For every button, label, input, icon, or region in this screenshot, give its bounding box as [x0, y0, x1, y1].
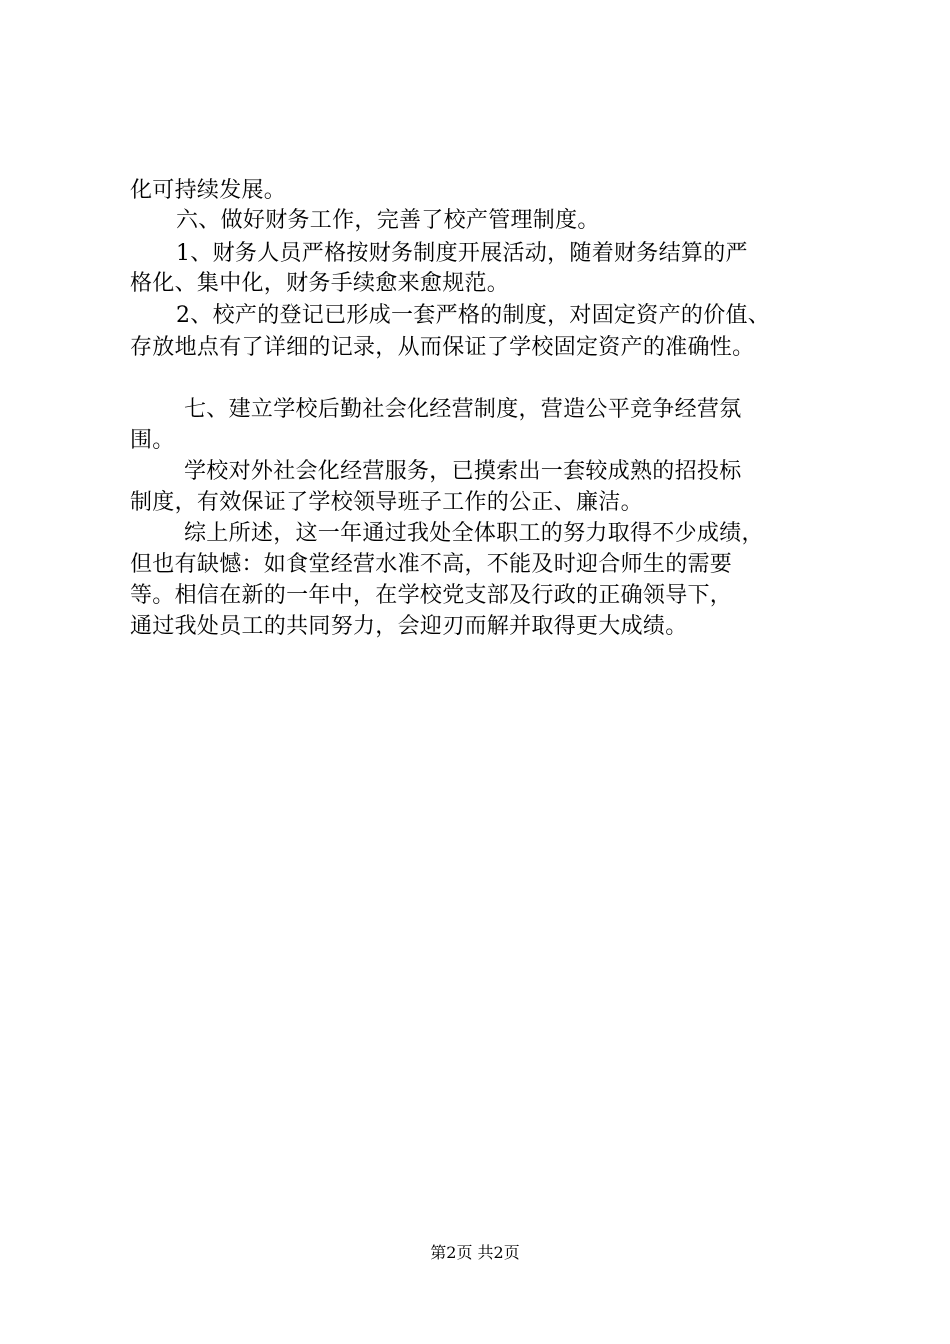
text-line: 综上所述，这一年通过我处全体职工的努力取得不少成绩， [184, 521, 764, 546]
text-line: 围。 [130, 428, 175, 453]
text-line: 制度，有效保证了学校领导班子工作的公正、廉洁。 [130, 490, 643, 515]
text-line: 2、校产的登记已形成一套严格的制度，对固定资产的价值、 [176, 303, 771, 328]
section-heading-7: 七、建立学校后勤社会化经营制度，营造公平竞争经营氛 [184, 397, 742, 422]
section-heading-6: 六、做好财务工作，完善了校产管理制度。 [176, 208, 600, 233]
text-line: 学校对外社会化经营服务，已摸索出一套较成熟的招投标 [184, 459, 742, 484]
text-line: 存放地点有了详细的记录，从而保证了学校固定资产的准确性。 [130, 335, 755, 360]
text-line: 但也有缺憾：如食堂经营水准不高，不能及时迎合师生的需要 [130, 552, 733, 577]
text-line: 化可持续发展。 [130, 178, 287, 203]
text-line: 通过我处员工的共同努力，会迎刃而解并取得更大成绩。 [130, 614, 688, 639]
text-line: 等。相信在新的一年中，在学校党支部及行政的正确领导下， [130, 583, 733, 608]
text-line: 格化、集中化，财务手续愈来愈规范。 [130, 271, 510, 296]
page-footer: 第2页 共2页 [430, 1243, 520, 1262]
text-line: 1、财务人员严格按财务制度开展活动，随着财务结算的严 [176, 241, 748, 266]
